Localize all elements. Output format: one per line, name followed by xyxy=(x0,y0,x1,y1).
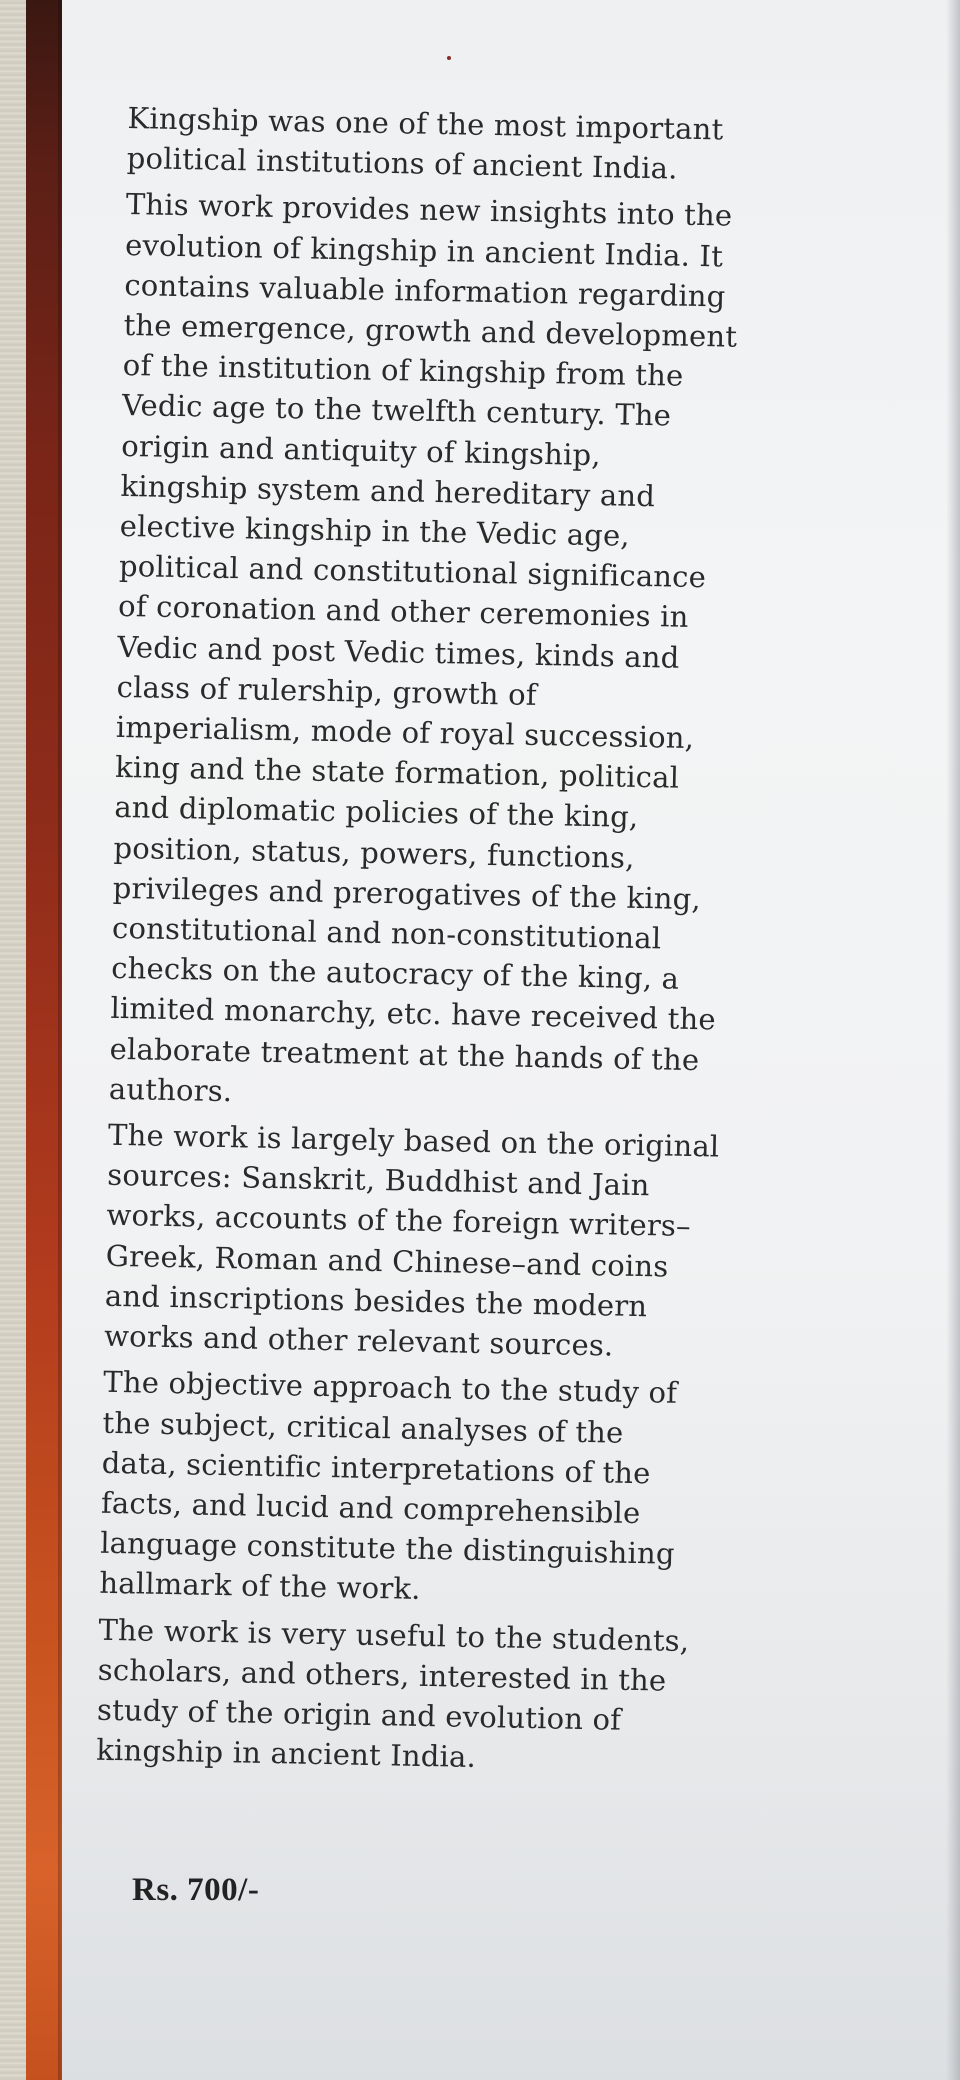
blurb-text xyxy=(96,98,828,1789)
blurb-paragraph-contents: This work provides new insights into the evolution of kingship in ancient India. It contains valuable information regarding the emergence, growth and development of the institution of kingship from the Vedic age to the twelfth century. The origin and antiquity of kingship, kingship system and hereditary and elective kingship in the Vedic age, political and constitutional significance of coronation and other ceremonies in Vedic and post Vedic times, kinds and class of rulership, growth of imperialism, mode of royal succession, king and the state formation, political and diplomatic policies of the king, position, status, powers, functions, privileges and prerogatives of the king, constitutional and non-constitutional checks on the autocracy of the king, a limited monarchy, etc. have received the elaborate treatment at the hands of the authors. xyxy=(108,187,738,1109)
blurb-paragraph-sources: The work is largely based on the original sources: Sanskrit, Buddhist and Jain works, accounts of the foreign writers– Greek, Roman and Chinese–and coins and inscriptions besides the modern works and other relevant sources. xyxy=(103,1117,720,1363)
blurb-paragraph-intro: Kingship was one of the most important political institutions of ancient India. xyxy=(126,100,724,186)
blurb-paragraph-approach: The objective approach to the study of the subject, critical analyses of the data, scientific interpretations of the facts, and lucid and comprehensible language constitute the distinguishing hallmark of the work. xyxy=(99,1365,678,1607)
ink-speck xyxy=(447,56,451,60)
price-label: Rs. 700/- xyxy=(132,1872,260,1908)
book-spine xyxy=(26,0,62,2080)
blurb-paragraph-usefulness: The work is very useful to the students, scholars, and others, interested in the study of the origin and evolution of kingship in ancient India. xyxy=(95,1612,690,1775)
page-edge-shadow xyxy=(946,0,960,2080)
